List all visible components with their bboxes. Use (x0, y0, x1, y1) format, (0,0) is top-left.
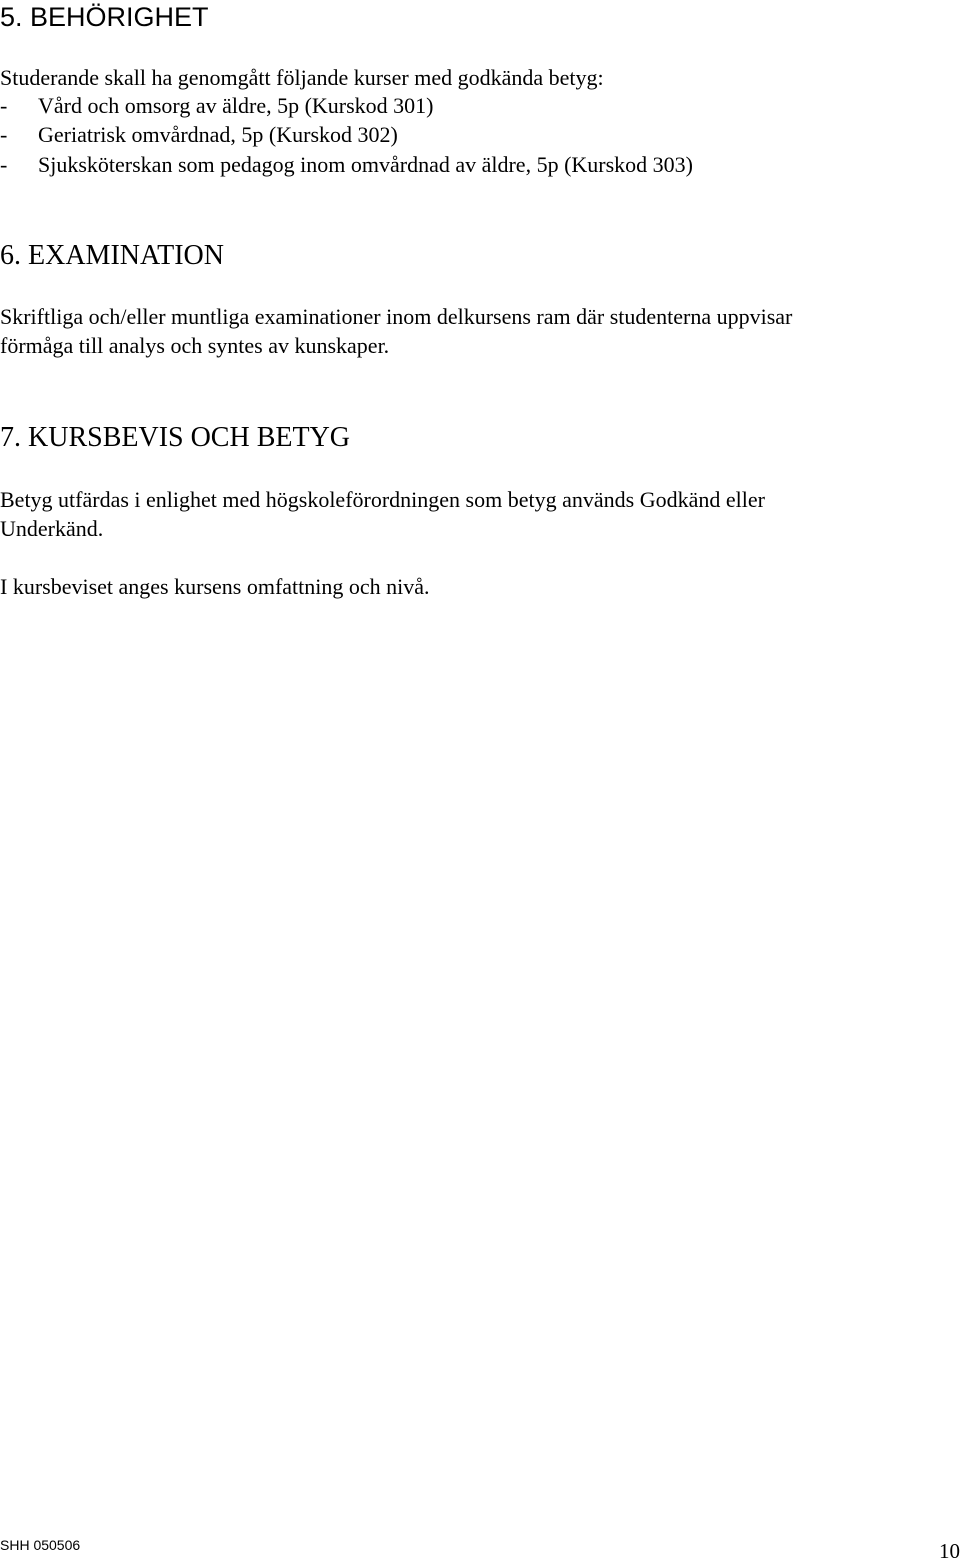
list-bullet: - (0, 152, 8, 177)
kursbevis-note: I kursbeviset anges kursens omfattning och nivå. (0, 574, 430, 599)
list-item (0, 154, 900, 180)
kursbevis-line: Underkänd. (0, 516, 104, 541)
list-item (0, 124, 900, 150)
footer-doc-id: SHH 050506 (0, 1537, 81, 1553)
section-heading-behorighet: 5. BEHÖRIGHET (0, 2, 209, 32)
examination-line: Skriftliga och/eller muntliga examinationer inom delkursens ram där studenterna uppvisar (0, 304, 793, 329)
course-item: Geriatrisk omvårdnad, 5p (Kurskod 302) (38, 122, 398, 147)
course-item: Vård och omsorg av äldre, 5p (Kurskod 301) (38, 93, 434, 118)
section-heading-examination: 6. EXAMINATION (0, 240, 224, 271)
list-bullet: - (0, 93, 8, 118)
section-heading-kursbevis: 7. KURSBEVIS OCH BETYG (0, 422, 351, 453)
list-bullet: - (0, 122, 8, 147)
list-item (0, 95, 900, 121)
footer-page-number: 10 (939, 1539, 960, 1563)
kursbevis-line: Betyg utfärdas i enlighet med högskoleförordningen som betyg används Godkänd eller (0, 487, 765, 512)
course-item: Sjuksköterskan som pedagog inom omvårdnad av äldre, 5p (Kurskod 303) (38, 152, 693, 177)
behorighet-intro: Studerande skall ha genomgått följande kurser med godkända betyg: (0, 65, 604, 90)
examination-line: förmåga till analys och syntes av kunskaper. (0, 333, 390, 358)
